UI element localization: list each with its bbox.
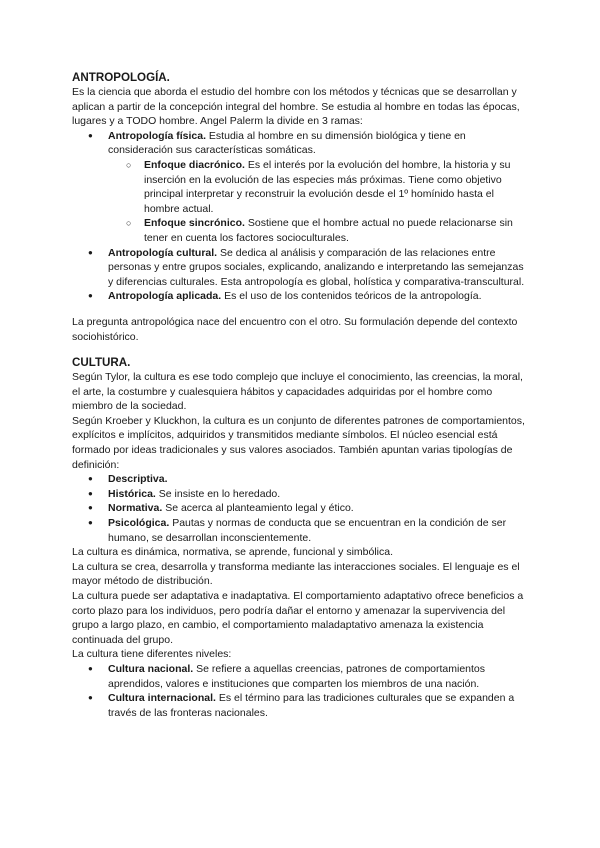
text-enfoque-sincronico: Sostiene que el hombre actual no puede relacionarse sin tener en cuenta los factores socioculturales.: [144, 217, 513, 244]
term-historica: Histórica.: [108, 487, 156, 500]
text-antropologia-aplicada: Es el uso de los contenidos teóricos de la antropología.: [221, 290, 482, 303]
term-enfoque-sincronico: Enfoque sincrónico.: [144, 217, 245, 230]
crea-paragraph: La cultura se crea, desarrolla y transforma mediante las interacciones sociales. El lenguaje es el mayor método de distribución.: [72, 560, 520, 588]
text-cultura-internacional: Es el término para las tradiciones culturales que se expanden a través de las fronteras nacionales.: [108, 692, 515, 719]
kroeber-paragraph: Según Kroeber y Kluckhon, la cultura es un conjunto de diferentes patrones de comportamientos, explícitos e implícitos, adquiridos y transmitidos mediante símbolos. El núcleo esencial está formado por ideas tradicionales y sus valores asociados. También apuntan varias tipologías de definición:: [72, 414, 525, 471]
list-item-cultura-nacional: [72, 662, 530, 691]
text-antropologia-fisica: Estudia al hombre en su dimensión biológica y tiene en consideración sus características somáticas.: [108, 129, 466, 157]
pregunta-paragraph: La pregunta antropológica nace del encuentro con el otro. Su formulación depende del contexto sociohistórico.: [72, 315, 518, 343]
spacer: [72, 344, 530, 355]
text-historica: Se insiste en lo heredado.: [155, 487, 281, 500]
text-cultura-nacional: Se refiere a aquellas creencias, patrones de comportamientos aprendidos, valores e instituciones que comparten los miembros de una nación.: [108, 662, 486, 690]
term-normativa: Normativa.: [108, 502, 163, 515]
antropologia-heading: ANTROPOLOGÍA.: [72, 71, 170, 84]
term-antropologia-aplicada: Antropología aplicada.: [108, 290, 222, 303]
list-item-antropologia-fisica: [72, 129, 530, 246]
antropologia-intro: Es la ciencia que aborda el estudio del hombre con los métodos y técnicas que se desarrollan y aplican a partir de la concepción integral del hombre. Se estudia al hombre en todas las épocas, lugares y a TODO hombre. Angel Palerm la divide en 3 ramas:: [72, 86, 520, 128]
list-item-enfoque-diacronico: [108, 158, 530, 216]
list-item-descriptiva: [72, 472, 530, 487]
list-item-antropologia-aplicada: [72, 289, 530, 304]
text-psicologica: Pautas y normas de conducta que se encuentran en la condición de ser humano, se desarrollan inconscientemente.: [108, 517, 507, 544]
text-normativa: Se acerca al planteamiento legal y ético.: [162, 502, 354, 515]
ramas-list: [72, 129, 530, 304]
text-antropologia-cultural: Se dedica al análisis y comparación de las relaciones entre personas y entre grupos sociales, explicando, analizando e interpretando las semejanzas y diferencias culturales. Esta antropología es global, holística y comparativa-transcultural.: [108, 246, 525, 288]
list-item-historica: [72, 487, 530, 502]
term-cultura-nacional: Cultura nacional.: [108, 662, 194, 675]
niveles-list: [72, 662, 530, 720]
list-item-psicologica: [72, 516, 530, 545]
text-enfoque-diacronico: Es el interés por la evolución del hombre, la historia y su inserción en la evolución de las especies más próximas. Tiene como objetivo principal interpretar y reconstruir la evolución desde el 1º homínido hasta el hombre actual.: [144, 158, 511, 215]
adaptativa-paragraph: La cultura puede ser adaptativa e inadaptativa. El comportamiento adaptativo ofrece beneficios a corto plazo para los individuos, pero podría dañar el entorno y amenazar la supervivencia del grupo a largo plazo, en cambio, el comportamiento maladaptativo amenaza la existencia continuada del grupo.: [72, 590, 524, 646]
list-item-cultura-internacional: [72, 691, 530, 720]
tylor-paragraph: Según Tylor, la cultura es ese todo complejo que incluye el conocimiento, las creencias, la moral, el arte, la costumbre y cualesquiera hábitos y capacidades adquiridas por el hombre como miembro de la sociedad.: [72, 371, 523, 413]
niveles-paragraph: La cultura tiene diferentes niveles:: [72, 648, 232, 661]
term-descriptiva: Descriptiva.: [108, 473, 168, 486]
term-antropologia-fisica: Antropología física.: [108, 129, 207, 142]
list-item-enfoque-sincronico: [108, 216, 530, 245]
list-item-normativa: [72, 501, 530, 516]
spacer: [72, 304, 530, 315]
cultura-heading: CULTURA.: [72, 356, 131, 370]
term-antropologia-cultural: Antropología cultural.: [108, 246, 218, 259]
dinamica-paragraph: La cultura es dinámica, normativa, se aprende, funcional y simbólica.: [72, 546, 393, 559]
term-cultura-internacional: Cultura internacional.: [108, 692, 216, 705]
tipologias-list: [72, 472, 530, 545]
list-item-antropologia-cultural: [72, 246, 530, 290]
term-psicologica: Psicológica.: [108, 517, 170, 530]
term-enfoque-diacronico: Enfoque diacrónico.: [144, 158, 245, 171]
enfoques-list: [108, 158, 530, 246]
